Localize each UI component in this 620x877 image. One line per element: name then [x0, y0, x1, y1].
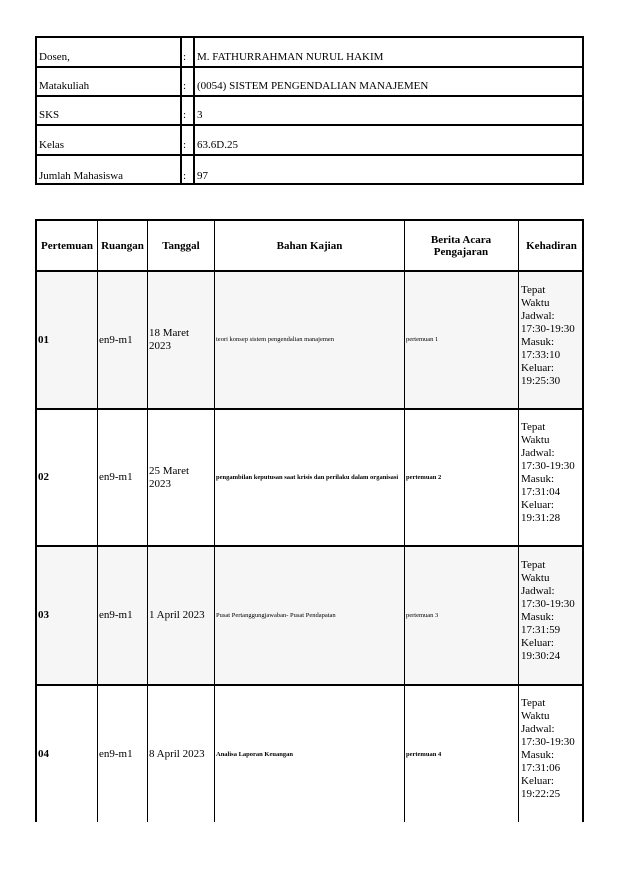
- kehadiran-label: Jadwal:: [521, 723, 555, 735]
- berita-acara-cell: pertemuan 1: [406, 336, 439, 343]
- kehadiran-label: Masuk:: [521, 749, 554, 761]
- kehadiran-status: Waktu: [521, 297, 550, 309]
- kehadiran-value: 17:33:10: [521, 349, 561, 361]
- kehadiran-label: Masuk:: [521, 473, 554, 485]
- kehadiran-label: Keluar:: [521, 499, 554, 511]
- kehadiran-status: Tepat: [521, 697, 546, 709]
- kehadiran-label: Masuk:: [521, 336, 554, 348]
- bahan-kajian-cell: teori konsep sistem pengendalian manajemen: [216, 336, 335, 343]
- berita-acara-cell: pertemuan 2: [406, 473, 442, 481]
- kehadiran-label: Jadwal:: [521, 585, 555, 597]
- pertemuan-cell: 01: [38, 333, 49, 346]
- header-ruangan: Ruangan: [101, 239, 144, 252]
- pertemuan-cell: 03: [38, 609, 49, 621]
- kehadiran-status: Tepat: [521, 559, 546, 571]
- header-berita-acara: Berita Acara Pengajaran: [430, 233, 492, 258]
- info-row-dosen: [37, 38, 582, 68]
- kehadiran-cell: [521, 697, 585, 801]
- column-divider: [147, 221, 148, 822]
- info-separator: :: [183, 139, 187, 151]
- info-value: 97: [197, 170, 208, 182]
- tanggal-cell: 18 Maret 2023: [149, 327, 190, 352]
- info-value: 63.6D.25: [197, 139, 238, 151]
- kehadiran-label: Jadwal:: [521, 447, 555, 459]
- info-label: Dosen,: [39, 51, 70, 63]
- kehadiran-label: Keluar:: [521, 775, 554, 787]
- ruangan-cell: en9-m1: [99, 471, 133, 483]
- pertemuan-cell: 02: [38, 471, 49, 483]
- info-row-jumlah-mahasiswa: [37, 156, 582, 185]
- bahan-kajian-cell: Analisa Laporan Keuangan: [216, 750, 293, 758]
- kehadiran-value: 17:31:06: [521, 762, 561, 774]
- tanggal-cell: 25 Maret 2023: [149, 464, 190, 490]
- kehadiran-label: Jadwal:: [521, 310, 555, 322]
- info-separator: :: [183, 51, 187, 63]
- kehadiran-label: Masuk:: [521, 611, 554, 623]
- bahan-kajian-cell: pengambilan keputusan saat krisis dan perilaku dalam organisasi: [216, 473, 399, 481]
- info-row-sks: [37, 97, 582, 126]
- info-value: M. FATHURRAHMAN NURUL HAKIM: [197, 51, 384, 63]
- kehadiran-status: Tepat: [521, 284, 546, 296]
- kehadiran-status: Waktu: [521, 572, 550, 584]
- kehadiran-value: 17:30-19:30: [521, 323, 575, 335]
- ruangan-cell: en9-m1: [99, 748, 133, 760]
- kehadiran-label: Keluar:: [521, 637, 554, 649]
- attendance-table: [35, 219, 584, 822]
- kehadiran-value: 17:31:59: [521, 624, 561, 636]
- kehadiran-cell: [521, 284, 585, 388]
- kehadiran-value: 17:30-19:30: [521, 460, 575, 472]
- info-label: Jumlah Mahasiswa: [39, 170, 124, 182]
- info-separator: :: [183, 170, 187, 182]
- course-info-table: [35, 36, 584, 185]
- kehadiran-value: 17:31:04: [521, 486, 561, 498]
- kehadiran-value: 19:22:25: [521, 788, 561, 800]
- kehadiran-value: 17:30-19:30: [521, 598, 575, 610]
- ruangan-cell: en9-m1: [99, 609, 133, 621]
- ruangan-cell: en9-m1: [99, 333, 133, 346]
- pertemuan-cell: 04: [38, 748, 49, 760]
- column-divider: [97, 221, 98, 822]
- header-tanggal: Tanggal: [162, 239, 200, 252]
- column-divider: [518, 221, 519, 822]
- kehadiran-cell: [521, 559, 585, 663]
- kehadiran-label: Keluar:: [521, 362, 554, 374]
- column-divider: [404, 221, 405, 822]
- header-kehadiran: Kehadiran: [526, 239, 577, 252]
- info-label: Kelas: [39, 139, 65, 151]
- tanggal-cell: 8 April 2023: [149, 748, 205, 760]
- info-value: (0054) SISTEM PENGENDALIAN MANAJEMEN: [197, 80, 429, 92]
- kehadiran-value: 19:31:28: [521, 512, 561, 524]
- info-row-matakuliah: [37, 68, 582, 97]
- berita-acara-cell: pertemuan 3: [406, 611, 439, 619]
- info-row-kelas: [37, 126, 582, 156]
- info-label: Matakuliah: [39, 80, 90, 92]
- info-separator: :: [183, 80, 187, 92]
- info-label: SKS: [39, 109, 60, 121]
- info-separator: :: [183, 109, 187, 121]
- berita-acara-cell: pertemuan 4: [406, 750, 442, 758]
- kehadiran-value: 17:30-19:30: [521, 736, 575, 748]
- kehadiran-status: Tepat: [521, 421, 546, 433]
- header-bahan-kajian: Bahan Kajian: [276, 239, 343, 252]
- kehadiran-status: Waktu: [521, 710, 550, 722]
- bahan-kajian-cell: Pusat Pertanggungjawaban- Pusat Pendapatan: [216, 611, 336, 619]
- kehadiran-cell: [521, 421, 585, 525]
- kehadiran-status: Waktu: [521, 434, 550, 446]
- kehadiran-value: 19:30:24: [521, 650, 561, 662]
- header-pertemuan: Pertemuan: [41, 239, 93, 252]
- tanggal-cell: 1 April 2023: [149, 609, 205, 621]
- kehadiran-value: 19:25:30: [521, 375, 561, 387]
- info-value: 3: [197, 109, 203, 121]
